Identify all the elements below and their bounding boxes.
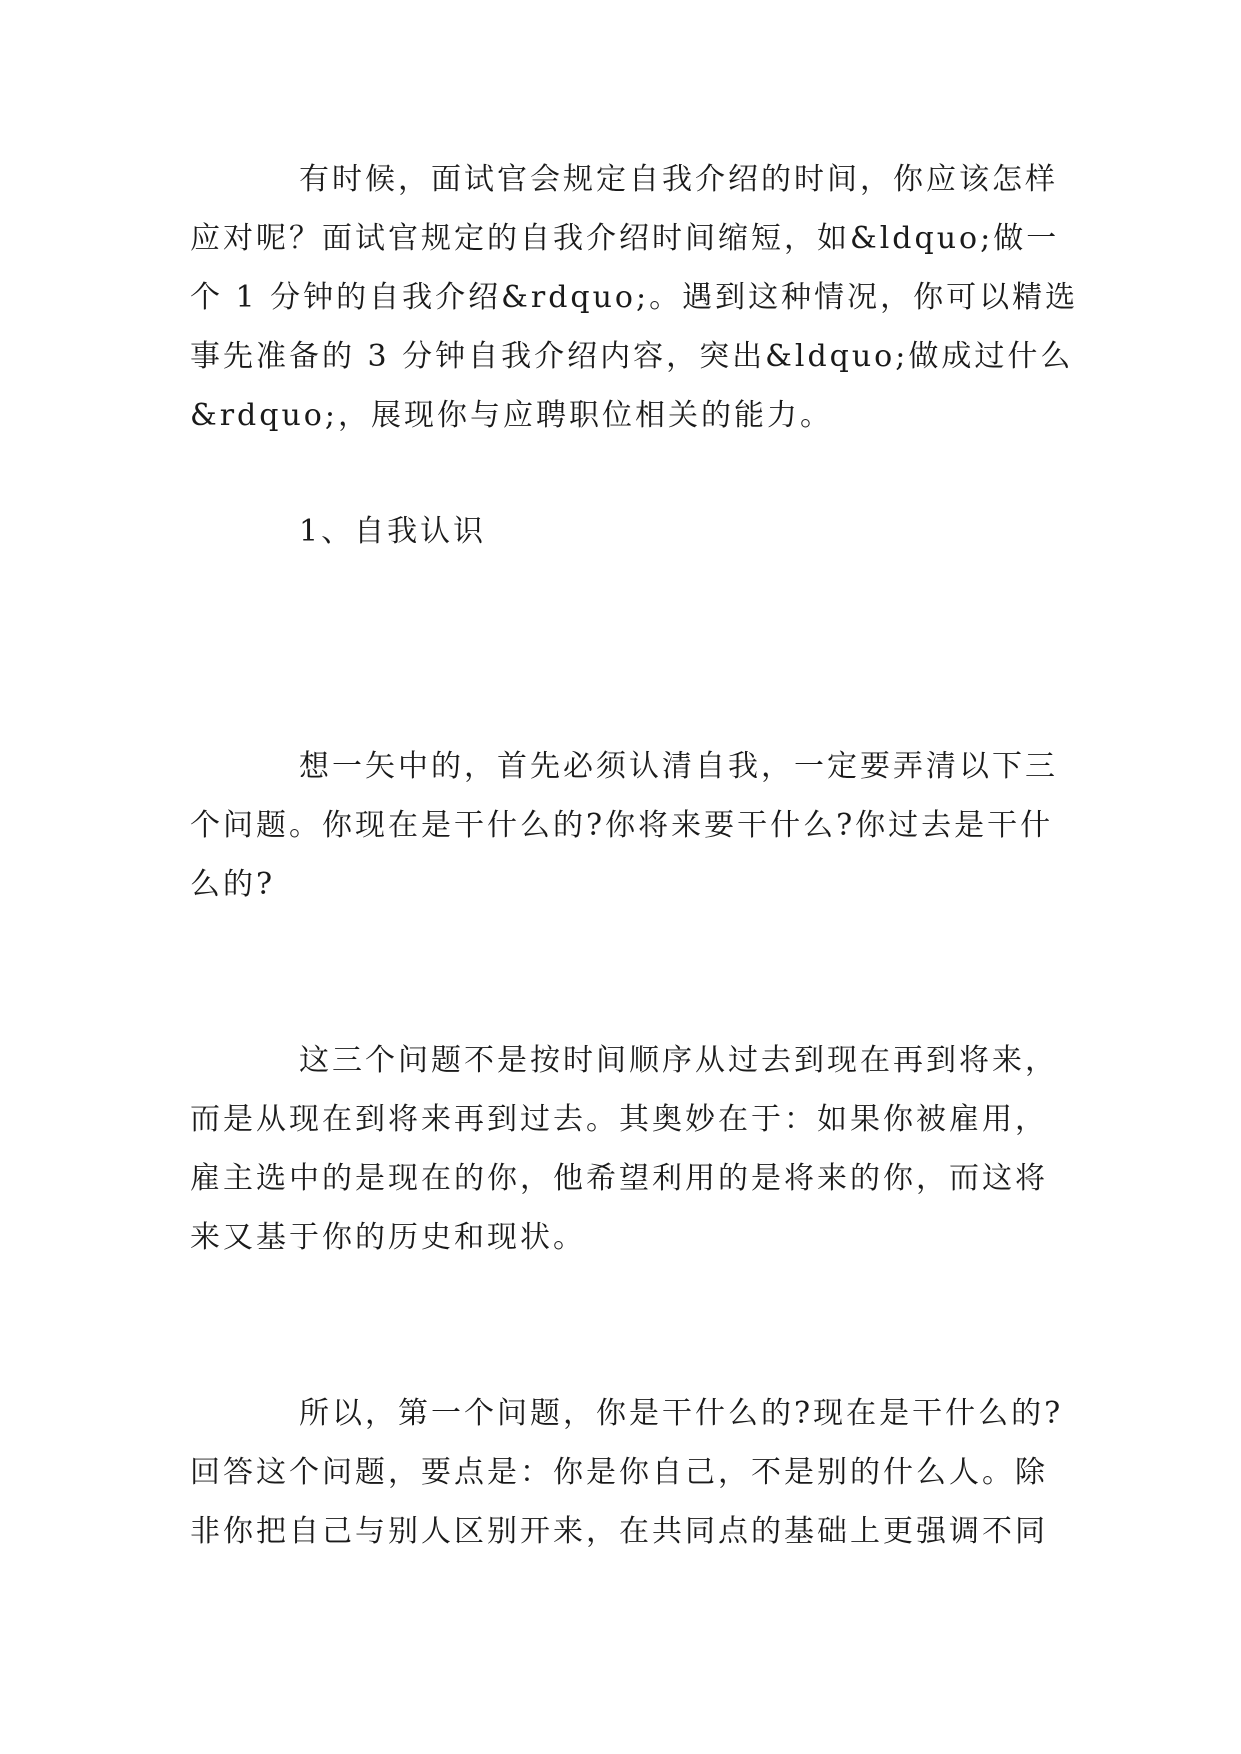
paragraph-line: 有时候，面试官会规定自我介绍的时间，你应该怎样 xyxy=(299,162,1058,197)
paragraph-line: 事先准备的 3 分钟自我介绍内容，突出&ldquo;做成过什么 xyxy=(190,339,1074,374)
paragraph-first-question xyxy=(190,1384,1064,1561)
paragraph-line: 回答这个问题，要点是：你是你自己，不是别的什么人。除 xyxy=(190,1455,1048,1490)
paragraph-line: 个问题。你现在是干什么的?你将来要干什么?你过去是干什 xyxy=(190,808,1054,843)
paragraph-interview-time-limit xyxy=(190,150,1079,445)
paragraph-question-order xyxy=(190,1031,1060,1267)
paragraph-line: 雇主选中的是现在的你，他希望利用的是将来的你，而这将 xyxy=(190,1161,1048,1196)
paragraph-line: 所以，第一个问题，你是干什么的?现在是干什么的? xyxy=(299,1396,1064,1431)
paragraph-line: 来又基于你的历史和现状。 xyxy=(190,1220,586,1255)
paragraph-line: 而是从现在到将来再到过去。其奥妙在于：如果你被雇用， xyxy=(190,1102,1048,1137)
paragraph-line: 么的? xyxy=(190,867,276,902)
paragraph-line: 个 1 分钟的自我介绍&rdquo;。遇到这种情况，你可以精选 xyxy=(190,280,1079,315)
section-heading-self-knowledge xyxy=(190,502,1060,561)
paragraph-line: 想一矢中的，首先必须认清自我，一定要弄清以下三 xyxy=(299,749,1058,784)
paragraph-three-questions xyxy=(190,737,1060,914)
paragraph-line: 这三个问题不是按时间顺序从过去到现在再到将来， xyxy=(299,1043,1058,1078)
paragraph-line: 非你把自己与别人区别开来，在共同点的基础上更强调不同 xyxy=(190,1514,1048,1549)
heading-line: 1、自我认识 xyxy=(299,514,487,549)
paragraph-line: &rdquo;，展现你与应聘职位相关的能力。 xyxy=(190,398,833,433)
paragraph-line: 应对呢？面试官规定的自我介绍时间缩短，如&ldquo;做一 xyxy=(190,221,1060,256)
